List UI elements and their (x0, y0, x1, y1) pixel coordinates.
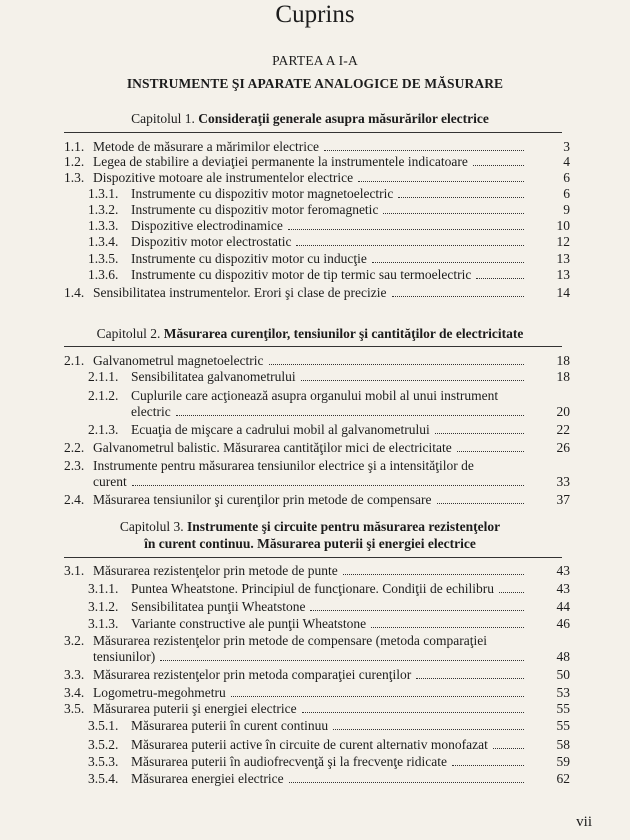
toc-entry-title: Dispozitiv motor electrostatic (131, 234, 292, 249)
toc-entry-1-3-1[interactable] (0, 185, 630, 202)
toc-dot-leader (289, 782, 524, 783)
toc-dot-leader (398, 197, 524, 198)
toc-entry-page: 44 (556, 599, 570, 614)
toc-entry-page: 9 (563, 202, 570, 217)
toc-entry-number: 3.2. (64, 633, 85, 648)
toc-entry-number: 1.3.5. (88, 251, 119, 266)
toc-entry-title: Instrumente cu dispozitiv motor feromagnetic (131, 202, 379, 217)
toc-entry-2-3[interactable] (0, 457, 630, 489)
chapter-3-heading (60, 518, 560, 552)
toc-entry-number: 3.1. (64, 563, 85, 578)
chapter-3-label: Capitolul 3. (119, 519, 184, 534)
chapter-2-label: Capitolul 2. (96, 326, 161, 341)
toc-entry-page: 4 (563, 154, 570, 169)
toc-entry-title: Măsurarea tensiunilor şi curenţilor prin metode de compensare (93, 492, 432, 507)
toc-entry-number: 2.1.1. (88, 369, 119, 384)
toc-dot-leader (437, 503, 524, 504)
toc-entry-number: 3.4. (64, 685, 85, 700)
toc-dot-leader (371, 627, 524, 628)
toc-entry-page: 26 (556, 440, 570, 455)
toc-entry-number: 1.3.6. (88, 267, 119, 282)
toc-entry-title: Dispozitive motoare ale instrumentelor electrice (93, 170, 354, 185)
toc-entry-3-1-2[interactable] (0, 598, 630, 615)
toc-entry-1-3-4[interactable] (0, 233, 630, 250)
toc-entry-page: 18 (556, 369, 570, 384)
toc-dot-leader (343, 574, 524, 575)
toc-entry-number: 2.1.3. (88, 422, 119, 437)
chapter-3-title: Instrumente şi circuite pentru măsurarea rezistenţelor (187, 519, 501, 534)
toc-entry-number: 3.3. (64, 667, 85, 682)
toc-dot-leader (499, 592, 524, 593)
toc-dot-leader (324, 150, 524, 151)
toc-dot-leader (372, 262, 524, 263)
toc-entry-page: 59 (556, 754, 570, 769)
toc-entry-number: 1.3.4. (88, 234, 119, 249)
chapter-2-rule (64, 346, 562, 347)
toc-entry-number: 3.5.2. (88, 737, 119, 752)
toc-entry-number: 2.2. (64, 440, 85, 455)
toc-entry-3-5[interactable] (0, 700, 630, 717)
toc-entry-page: 53 (556, 685, 570, 700)
toc-entry-title: Instrumente cu dispozitiv motor magnetoelectric (131, 186, 394, 201)
chapter-1-title: Consideraţii generale asupra măsurărilor electrice (198, 111, 489, 126)
toc-entry-1-3-2[interactable] (0, 201, 630, 218)
toc-dot-leader (160, 660, 524, 661)
chapter-3-title-line2: în curent continuu. Măsurarea puterii şi energiei electrice (144, 536, 476, 551)
toc-entry-2-1-2[interactable] (0, 387, 630, 419)
toc-dot-leader (457, 451, 524, 452)
toc-entry-3-5-1[interactable] (0, 717, 630, 734)
chapter-1-heading (60, 110, 560, 127)
toc-entry-page: 48 (556, 649, 570, 664)
toc-dot-leader (269, 364, 524, 365)
toc-dot-leader (416, 678, 524, 679)
toc-entry-page: 10 (556, 218, 570, 233)
toc-entry-title: Măsurarea puterii în audiofrecvenţă şi la frecvenţe ridicate (131, 754, 447, 769)
toc-dot-leader (302, 712, 524, 713)
toc-entry-title: Sensibilitatea punţii Wheatstone (131, 599, 306, 614)
toc-entry-page: 43 (556, 563, 570, 578)
toc-entry-1-4[interactable] (0, 284, 630, 301)
toc-entry-2-1[interactable] (0, 352, 630, 369)
toc-entry-title: Puntea Wheatstone. Principiul de funcţionare. Condiţii de echilibru (131, 581, 495, 596)
toc-dot-leader (358, 181, 524, 182)
part-label: PARTEA A I-A (272, 53, 358, 68)
toc-entry-number: 1.2. (64, 154, 85, 169)
toc-entry-3-1-3[interactable] (0, 615, 630, 632)
toc-dot-leader (231, 696, 524, 697)
toc-dot-leader (310, 610, 524, 611)
toc-entry-page: 46 (556, 616, 570, 631)
toc-entry-title: Măsurarea rezistenţelor prin metoda comparaţiei curenţilor (93, 667, 412, 682)
toc-entry-page: 3 (563, 139, 570, 154)
chapter-2-heading (60, 325, 560, 342)
toc-entry-number: 3.1.3. (88, 616, 119, 631)
toc-entry-2-1-3[interactable] (0, 421, 630, 438)
toc-entry-3-3[interactable] (0, 666, 630, 683)
toc-dot-leader (383, 213, 524, 214)
toc-entry-number: 2.4. (64, 492, 85, 507)
toc-entry-page: 33 (556, 474, 570, 489)
part-title: INSTRUMENTE ŞI APARATE ANALOGICE DE MĂSURARE (126, 76, 504, 91)
toc-entry-page: 43 (556, 581, 570, 596)
chapter-2-title: Măsurarea curenţilor, tensiunilor şi cantităţilor de electricitate (163, 326, 524, 341)
toc-dot-leader (296, 245, 524, 246)
toc-entry-number: 1.3.3. (88, 218, 119, 233)
toc-entry-page: 12 (556, 234, 570, 249)
toc-entry-page: 55 (556, 718, 570, 733)
toc-entry-number: 2.3. (64, 458, 85, 473)
toc-dot-leader (288, 229, 524, 230)
toc-dot-leader (493, 748, 524, 749)
chapter-1-label: Capitolul 1. (131, 111, 195, 126)
toc-entry-title: Instrumente pentru măsurarea tensiunilor electrice şi a intensităţilor de (93, 458, 474, 473)
toc-entry-page: 14 (556, 285, 570, 300)
toc-entry-page: 6 (563, 186, 570, 201)
toc-entry-title: Galvanometrul balistic. Măsurarea cantităţilor mici de electricitate (93, 440, 452, 455)
toc-entry-page: 20 (556, 404, 570, 419)
toc-entry-page: 55 (556, 701, 570, 716)
toc-entry-title: Sensibilitatea galvanometrului (131, 369, 296, 384)
toc-entry-title: Măsurarea puterii în curent continuu (131, 718, 329, 733)
toc-dot-leader (392, 296, 524, 297)
toc-entry-title: Legea de stabilire a deviaţiei permanente la instrumentele indicatoare (93, 154, 468, 169)
toc-dot-leader (435, 433, 524, 434)
toc-entry-page: 22 (556, 422, 570, 437)
toc-entry-3-5-3[interactable] (0, 753, 630, 770)
toc-entry-title: Galvanometrul magnetoelectric (93, 353, 264, 368)
toc-dot-leader (301, 380, 524, 381)
toc-entry-number: 1.4. (64, 285, 85, 300)
chapter-3-rule (64, 557, 562, 558)
toc-dot-leader (476, 278, 524, 279)
toc-entry-number: 3.1.2. (88, 599, 119, 614)
toc-entry-title: Instrumente cu dispozitiv motor de tip termic sau termoelectric (131, 267, 472, 282)
toc-entry-title: Instrumente cu dispozitiv motor cu inducţie (131, 251, 367, 266)
toc-entry-page: 37 (556, 492, 570, 507)
toc-entry-number: 2.1.2. (88, 388, 119, 403)
toc-entry-number: 3.5.3. (88, 754, 119, 769)
toc-entry-3-1-1[interactable] (0, 580, 630, 597)
toc-entry-title-continued: tensiunilor) (93, 649, 156, 664)
toc-entry-number: 3.1.1. (88, 581, 119, 596)
toc-entry-3-1[interactable] (0, 562, 630, 579)
toc-dot-leader (333, 729, 524, 730)
toc-entry-1-3-6[interactable] (0, 266, 630, 283)
toc-entry-number: 3.5.4. (88, 771, 119, 786)
toc-entry-2-2[interactable] (0, 439, 630, 456)
toc-entry-title: Sensibilitatea instrumentelor. Erori şi clase de precizie (93, 285, 387, 300)
toc-entry-title: Măsurarea rezistenţelor prin metode de punte (93, 563, 338, 578)
toc-entry-title-continued: curent (93, 474, 127, 489)
toc-entry-page: 13 (556, 251, 570, 266)
toc-entry-3-2[interactable] (0, 632, 630, 664)
toc-dot-leader (176, 415, 524, 416)
page-title: Cuprins (275, 1, 355, 28)
toc-entry-number: 3.5.1. (88, 718, 119, 733)
toc-entry-page: 62 (556, 771, 570, 786)
toc-dot-leader (452, 765, 524, 766)
toc-entry-3-4[interactable] (0, 684, 630, 701)
toc-entry-title: Cuplurile care acţionează asupra organului mobil al unui instrument (131, 388, 499, 403)
toc-entry-3-5-4[interactable] (0, 770, 630, 787)
toc-entry-page: 58 (556, 737, 570, 752)
toc-entry-title: Măsurarea energiei electrice (131, 771, 284, 786)
toc-entry-title: Metode de măsurare a mărimilor electrice (93, 139, 320, 154)
page-number: vii (576, 814, 592, 830)
toc-entry-number: 3.5. (64, 701, 85, 716)
toc-entry-number: 1.3.1. (88, 186, 119, 201)
toc-entry-page: 18 (556, 353, 570, 368)
toc-entry-page: 13 (556, 267, 570, 282)
toc-entry-number: 1.3. (64, 170, 85, 185)
toc-entry-number: 2.1. (64, 353, 85, 368)
chapter-1-rule (64, 132, 562, 133)
toc-entry-number: 1.1. (64, 139, 85, 154)
toc-entry-page: 50 (556, 667, 570, 682)
toc-dot-leader (132, 485, 524, 486)
toc-entry-1-3-3[interactable] (0, 217, 630, 234)
toc-entry-title: Logometru-megohmetru (93, 685, 226, 700)
toc-entry-page: 6 (563, 170, 570, 185)
toc-entry-number: 1.3.2. (88, 202, 119, 217)
toc-entry-title: Dispozitive electrodinamice (131, 218, 283, 233)
toc-entry-title: Ecuaţia de mişcare a cadrului mobil al galvanometrului (131, 422, 430, 437)
toc-entry-3-5-2[interactable] (0, 736, 630, 753)
toc-entry-2-4[interactable] (0, 491, 630, 508)
toc-entry-title: Măsurarea puterii şi energiei electrice (93, 701, 297, 716)
toc-entry-1-3-5[interactable] (0, 250, 630, 267)
toc-entry-title: Măsurarea rezistenţelor prin metode de compensare (metoda comparaţiei (93, 633, 487, 648)
toc-dot-leader (473, 165, 524, 166)
toc-entry-title: Măsurarea puterii active în circuite de curent alternativ monofazat (131, 737, 488, 752)
toc-entry-2-1-1[interactable] (0, 368, 630, 385)
toc-entry-1-2[interactable] (0, 153, 630, 170)
toc-entry-1-3[interactable] (0, 169, 630, 186)
toc-entry-title-continued: electric (131, 404, 171, 419)
toc-entry-title: Variante constructive ale punţii Wheatstone (131, 616, 367, 631)
